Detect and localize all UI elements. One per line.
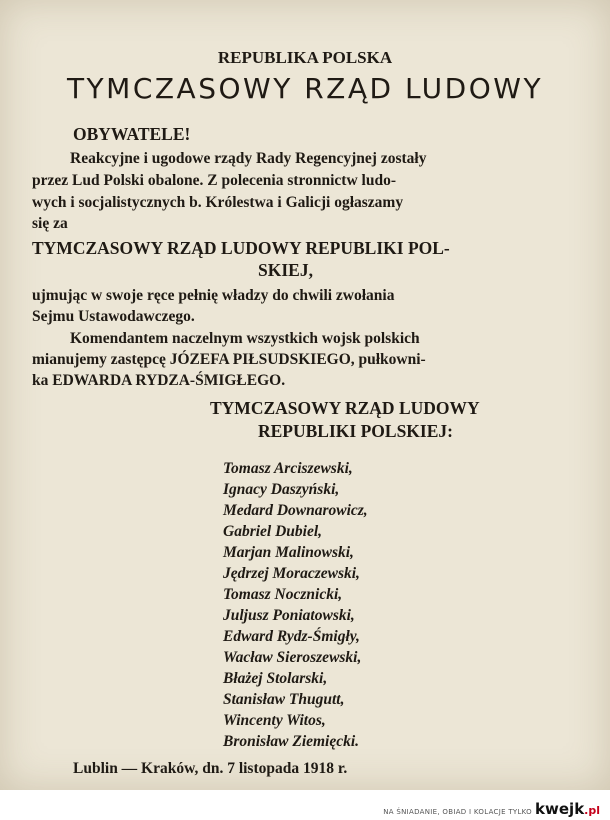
para1-line2: przez Lud Polski obalone. Z polecenia stronnictw ludo- xyxy=(32,172,396,189)
para3-line3: ka EDWARDA RYDZA-ŚMIGŁEGO. xyxy=(32,372,286,389)
signatory-item: Wincenty Witos, xyxy=(223,712,326,729)
footer-tagline: NA ŚNIADANIE, OBIAD I KOLACJE TYLKO xyxy=(383,808,532,816)
para2-line2: Sejmu Ustawodawczego. xyxy=(32,308,195,325)
signatory-item: Tomasz Nocznicki, xyxy=(223,586,343,603)
logo-main: kwejk xyxy=(535,800,585,818)
signature-heading-line2: REPUBLIKI POLSKIEJ: xyxy=(258,421,453,441)
para1-line4: się za xyxy=(32,215,68,232)
salutation: OBYWATELE! xyxy=(73,124,191,144)
para1-line3: wych i socjalistycznych b. Królestwa i Galicji ogłaszamy xyxy=(32,194,404,211)
signatory-item: Ignacy Daszyński, xyxy=(223,481,340,498)
signature-heading-line1: TYMCZASOWY RZĄD LUDOWY xyxy=(210,398,480,418)
para1-line1: Reakcyjne i ugodowe rządy Rady Regencyjnej zostały xyxy=(70,150,427,167)
signatory-item: Tomasz Arciszewski, xyxy=(223,460,353,477)
kwejk-logo[interactable] xyxy=(535,800,600,818)
government-title-line1: TYMCZASOWY RZĄD LUDOWY REPUBLIKI POL- xyxy=(32,238,450,258)
para3-line1: Komendantem naczelnym wszystkich wojsk polskich xyxy=(70,330,420,347)
header-government: TYMCZASOWY RZĄD LUDOWY xyxy=(66,72,544,105)
para3-line2: mianujemy zastępcę JÓZEFA PIŁSUDSKIEGO, pułkowni- xyxy=(32,351,426,368)
header-republic: REPUBLIKA POLSKA xyxy=(217,48,393,67)
signatory-item: Juljusz Poniatowski, xyxy=(223,607,355,624)
logo-suffix: .pl xyxy=(584,804,600,817)
signatory-item: Medard Downarowicz, xyxy=(223,502,368,519)
signatory-item: Edward Rydz-Śmigły, xyxy=(223,628,360,645)
government-title-line2: SKIEJ, xyxy=(258,260,313,280)
signatory-item: Stanisław Thugutt, xyxy=(223,691,345,708)
signatory-item: Błażej Stolarski, xyxy=(223,670,328,687)
signatory-item: Bronisław Ziemięcki. xyxy=(223,733,360,750)
signatory-item: Gabriel Dubiel, xyxy=(223,523,323,540)
signatory-item: Jędrzej Moraczewski, xyxy=(223,565,360,582)
para2-line1: ujmując w swoje ręce pełnię władzy do chwili zwołania xyxy=(32,287,395,304)
signatory-item: Wacław Sieroszewski, xyxy=(223,649,362,666)
place-date: Lublin — Kraków, dn. 7 listopada 1918 r. xyxy=(73,760,348,777)
signatory-item: Marjan Malinowski, xyxy=(223,544,354,561)
